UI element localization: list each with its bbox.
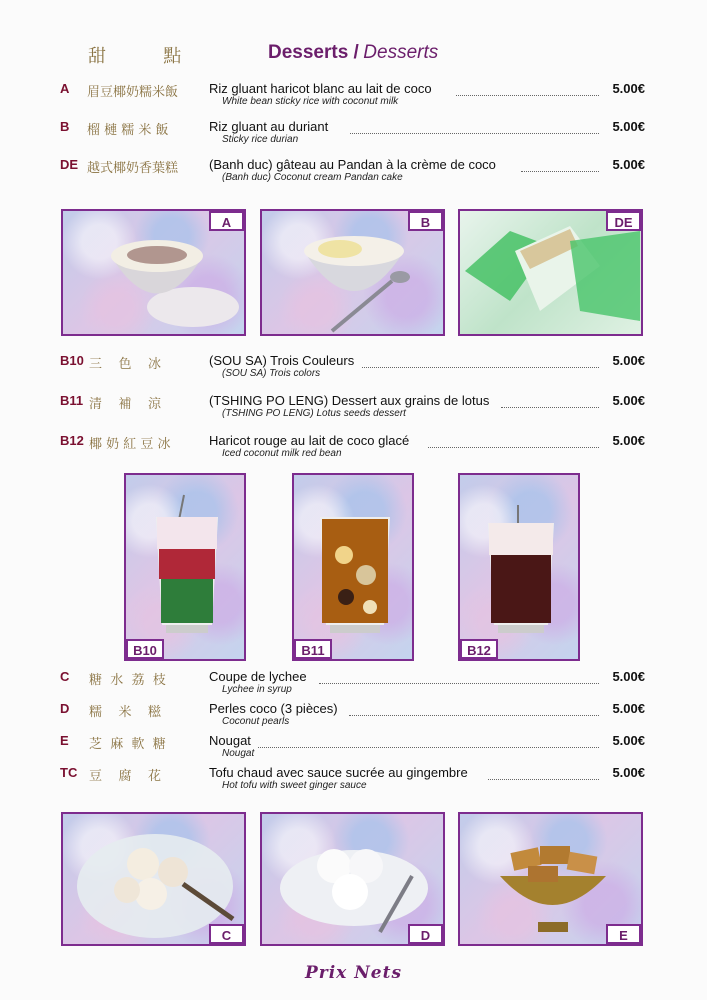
item-chinese: 糯 米 糍 — [89, 705, 162, 720]
photo-badge: A — [209, 211, 244, 231]
photo-badge: C — [209, 924, 244, 944]
dot-leader — [501, 393, 599, 408]
menu-row-b10 — [60, 353, 645, 387]
dot-leader — [362, 353, 599, 368]
item-subtitle: White bean sticky rice with coconut milk — [222, 96, 399, 107]
dot-leader — [521, 157, 599, 172]
item-title: Haricot rouge au lait de coco glacé — [209, 433, 410, 448]
menu-row-b12 — [60, 433, 645, 467]
item-subtitle: Lychee in syrup — [222, 684, 292, 695]
item-code: A — [60, 81, 70, 96]
item-code: B12 — [60, 433, 84, 448]
title-bold: Desserts / — [268, 42, 359, 63]
photo-durian-sticky-rice — [260, 209, 445, 336]
glass-drink-illustration — [126, 475, 246, 661]
item-title: Riz gluant au duriant — [209, 119, 329, 134]
photo-badge: E — [606, 924, 641, 944]
item-chinese: 豆 腐 花 — [89, 769, 162, 784]
item-subtitle: (Banh duc) Coconut cream Pandan cake — [222, 172, 403, 183]
glass-drink-illustration — [460, 475, 580, 661]
dot-leader — [349, 701, 599, 716]
item-subtitle: Coconut pearls — [222, 716, 290, 727]
item-price: 5.00€ — [612, 119, 645, 134]
item-subtitle: Hot tofu with sweet ginger sauce — [222, 780, 367, 791]
item-title: Nougat — [209, 733, 251, 748]
menu-row-b11 — [60, 393, 645, 427]
item-chinese: 糖 水 荔 枝 — [89, 673, 166, 688]
item-price: 5.00€ — [612, 393, 645, 408]
photo-badge: DE — [606, 211, 641, 231]
item-chinese: 越式椰奶香葉糕 — [87, 161, 179, 176]
menu-row-tc — [60, 765, 645, 799]
dot-leader — [428, 433, 599, 448]
glass-drink-illustration — [294, 475, 414, 661]
menu-row-a — [60, 81, 645, 115]
menu-row-b — [60, 119, 645, 153]
photo-red-bean-ice — [458, 473, 580, 661]
photo-badge: B — [408, 211, 443, 231]
prix-nets-footer: Prix Nets — [304, 963, 403, 983]
item-chinese: 椰 奶 紅 豆 冰 — [89, 437, 171, 452]
item-title: (Banh duc) gâteau au Pandan à la crème de coco — [209, 157, 496, 172]
photo-nougat — [458, 812, 643, 946]
dot-leader — [456, 81, 599, 96]
photo-white-bean-sticky-rice — [61, 209, 246, 336]
photo-badge: B12 — [460, 639, 498, 659]
item-code: D — [60, 701, 70, 716]
item-subtitle: Nougat — [222, 748, 255, 759]
item-code: E — [60, 733, 69, 748]
item-price: 5.00€ — [612, 81, 645, 96]
item-price: 5.00€ — [612, 733, 645, 748]
item-chinese: 清 補 涼 — [89, 397, 162, 412]
item-price: 5.00€ — [612, 669, 645, 684]
photo-lotus-seeds — [292, 473, 414, 661]
item-subtitle: Iced coconut milk red bean — [222, 448, 342, 459]
photo-lychee — [61, 812, 246, 946]
dot-leader — [350, 119, 599, 134]
header-chinese: 甜 點 — [88, 46, 182, 67]
title-italic: Desserts — [363, 42, 439, 63]
item-code: DE — [60, 157, 79, 172]
menu-row-de — [60, 157, 645, 191]
item-price: 5.00€ — [612, 353, 645, 368]
item-chinese: 眉豆椰奶糯米飯 — [87, 85, 179, 100]
menu-row-c — [60, 669, 645, 703]
item-subtitle: (TSHING PO LENG) Lotus seeds dessert — [222, 408, 406, 419]
photo-badge: D — [408, 924, 443, 944]
item-price: 5.00€ — [612, 433, 645, 448]
item-code: B — [60, 119, 70, 134]
photo-pandan-cake — [458, 209, 643, 336]
menu-row-d — [60, 701, 645, 735]
menu-row-e — [60, 733, 645, 767]
photo-badge: B11 — [294, 639, 332, 659]
item-chinese: 三 色 冰 — [89, 357, 162, 372]
item-title: Perles coco (3 pièces) — [209, 701, 338, 716]
photo-coconut-pearls — [260, 812, 445, 946]
dot-leader — [488, 765, 599, 780]
item-price: 5.00€ — [612, 701, 645, 716]
item-chinese: 榴 槤 糯 米 飯 — [87, 123, 169, 138]
item-subtitle: Sticky rice durian — [222, 134, 299, 145]
item-code: TC — [60, 765, 78, 780]
item-title: (SOU SA) Trois Couleurs — [209, 353, 355, 368]
item-title: Coupe de lychee — [209, 669, 307, 684]
item-code: C — [60, 669, 70, 684]
item-title: Tofu chaud avec sauce sucrée au gingembre — [209, 765, 468, 780]
item-title: Riz gluant haricot blanc au lait de coco — [209, 81, 432, 96]
item-chinese: 芝 麻 軟 糖 — [89, 737, 166, 752]
item-title: (TSHING PO LENG) Dessert aux grains de lotus — [209, 393, 490, 408]
item-code: B10 — [60, 353, 84, 368]
photo-three-colors — [124, 473, 246, 661]
item-subtitle: (SOU SA) Trois colors — [222, 368, 321, 379]
photo-badge: B10 — [126, 639, 164, 659]
item-code: B11 — [60, 393, 84, 408]
dot-leader — [319, 669, 599, 684]
dot-leader — [258, 733, 599, 748]
item-price: 5.00€ — [612, 765, 645, 780]
item-price: 5.00€ — [612, 157, 645, 172]
page-title — [268, 42, 438, 64]
